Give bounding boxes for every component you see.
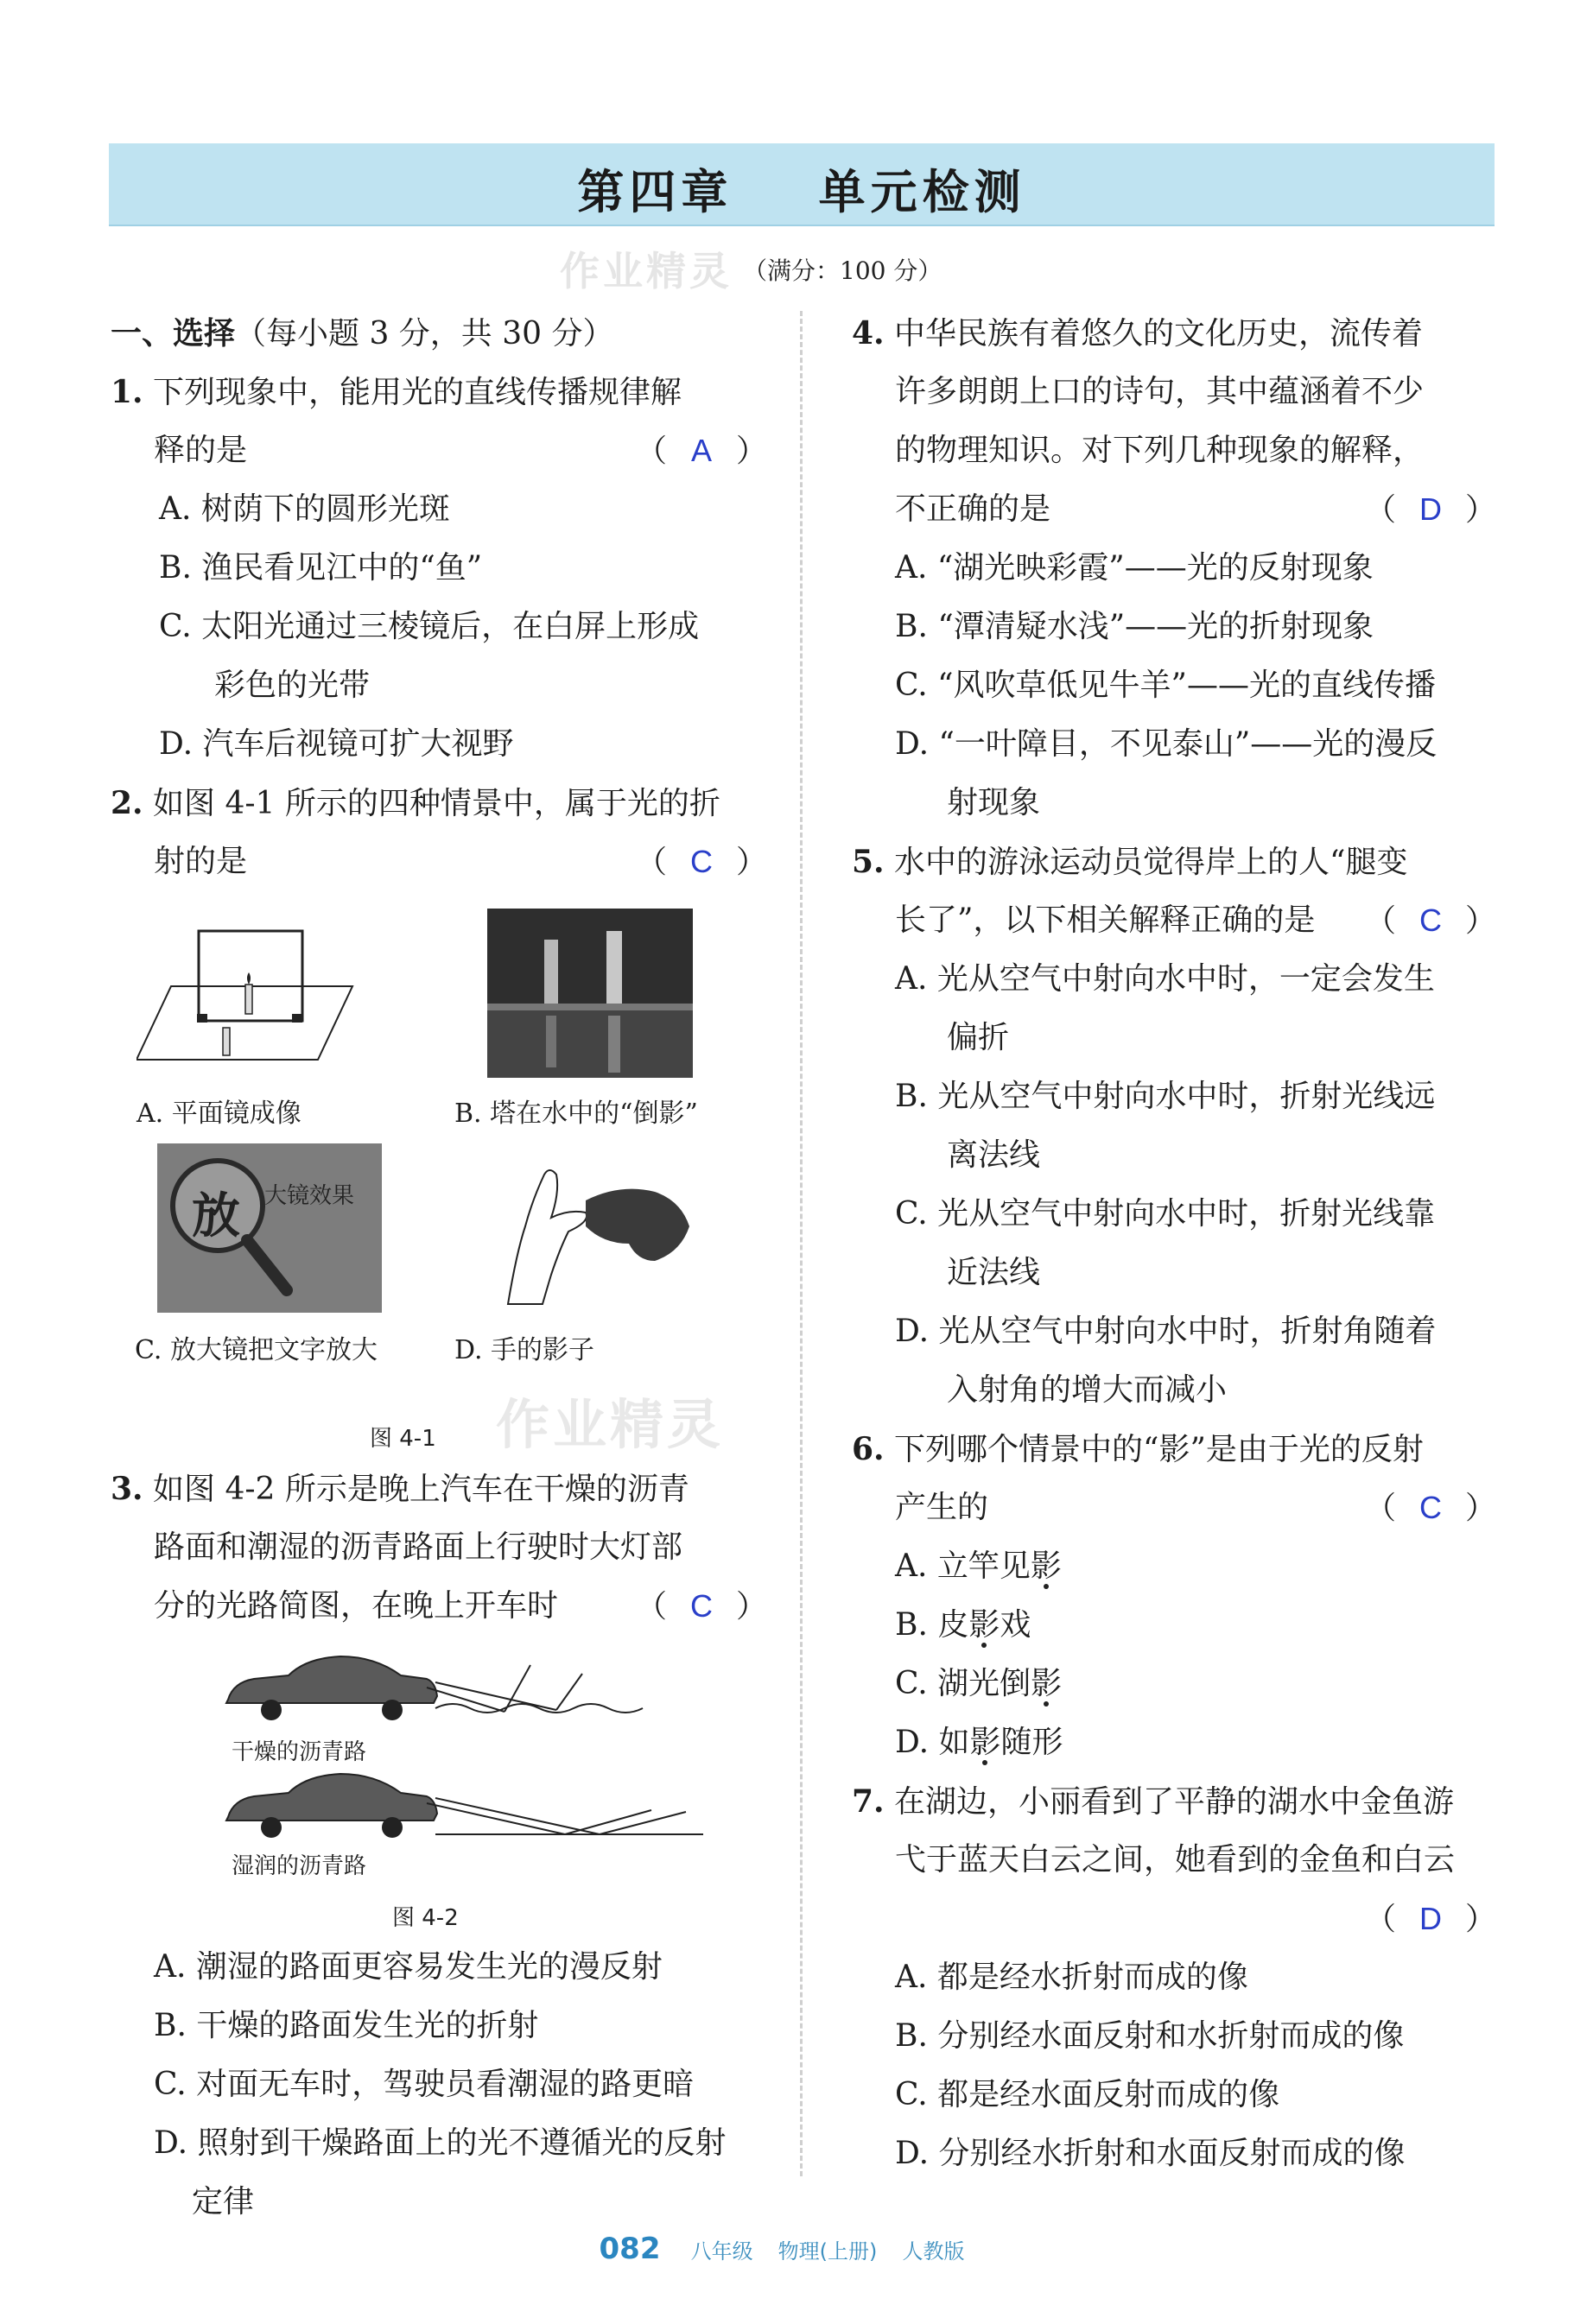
q5-option-d: D. 光从空气中射向水中时，折射角随着	[895, 1314, 1437, 1349]
q5-option-a-cont: 偏折	[947, 1020, 1010, 1055]
chapter-banner	[109, 143, 1495, 226]
road-dry-label: 干燥的沥青路	[232, 1739, 367, 1765]
page-footer	[0, 2232, 1574, 2266]
q6-option-d-pre: D. 如	[895, 1725, 970, 1760]
footer-subject: 物理(上册)	[777, 2239, 878, 2264]
q5-answer: （ C ）	[1365, 891, 1496, 951]
magnifier-icon	[157, 1143, 382, 1313]
q3-answer-letter: C	[689, 1588, 713, 1624]
page-title: 第四章 单元检测	[577, 165, 1026, 219]
car-dry-road-figure	[219, 1648, 720, 1734]
q6-option-b-post: 戏	[1000, 1607, 1031, 1643]
q5-option-a: A. 光从空气中射向水中时，一定会发生	[895, 961, 1435, 997]
q7-option-d: D. 分别经水折射和水面反射而成的像	[895, 2136, 1406, 2171]
plane-mirror-figure	[136, 917, 361, 1064]
q1-number: 1.	[111, 374, 143, 410]
figure-4-1-label: 图 4-1	[370, 1426, 436, 1452]
q2-text2: 射的是	[154, 844, 248, 879]
q6-option-b-dot: 影	[968, 1607, 1000, 1643]
magnifier-text: 大镜效果	[264, 1183, 355, 1209]
q3-text1: 如图 4-2 所示是晚上汽车在干燥的沥青	[153, 1472, 689, 1507]
q7-answer-line	[852, 1890, 1496, 1948]
q6-option-a-pre: A. 立竿见	[895, 1548, 1031, 1584]
q4-line1	[852, 304, 1496, 363]
q5-option-c: C. 光从空气中射向水中时，折射光线靠	[895, 1196, 1436, 1232]
q3-option-b: B. 干燥的路面发生光的折射	[154, 2008, 539, 2043]
hand-shadow-figure	[482, 1149, 698, 1313]
q6-option-c-pre: C. 湖光倒	[895, 1666, 1031, 1701]
q7-line2: 弋于蓝天白云之间，她看到的金鱼和白云	[895, 1842, 1456, 1878]
q1-answer-letter: A	[690, 433, 712, 468]
q6-number: 6.	[852, 1431, 885, 1467]
q4-number: 4.	[852, 315, 885, 351]
q6-text2: 产生的	[895, 1490, 989, 1525]
q6-option-b	[852, 1596, 1496, 1655]
magnifier-photo	[157, 1143, 382, 1313]
q6-option-d-dot: 影	[969, 1725, 1001, 1760]
q3-option-a: A. 潮湿的路面更容易发生光的漫反射	[154, 1949, 663, 1985]
fig-c-caption: C. 放大镜把文字放大	[135, 1335, 378, 1365]
q5-option-c-cont: 近法线	[947, 1255, 1041, 1290]
page-number: 082	[599, 2232, 661, 2266]
q5-option-b-cont: 离法线	[947, 1137, 1041, 1173]
q7-number: 7.	[852, 1783, 885, 1820]
q4-line4	[852, 480, 1496, 539]
footer-edition: 人教版	[902, 2239, 965, 2264]
watermark-top: 作业精灵	[560, 248, 733, 294]
q3-number: 3.	[111, 1471, 143, 1507]
q6-option-a	[852, 1537, 1496, 1596]
q6-option-b-pre: B. 皮	[895, 1607, 969, 1643]
q6-option-d-post: 随形	[1000, 1725, 1063, 1760]
pagoda-reflection-photo	[487, 909, 693, 1078]
q6-answer: （ C ）	[1365, 1479, 1496, 1538]
q7-text1: 在湖边，小丽看到了平静的湖水中金鱼游	[894, 1784, 1455, 1820]
q4-text1: 中华民族有着悠久的文化历史，流传着	[894, 316, 1424, 351]
q4-line2: 许多朗朗上口的诗句，其中蕴涵着不少	[895, 374, 1425, 409]
magnifier-char: 放	[192, 1188, 240, 1244]
q4-text4: 不正确的是	[895, 491, 1051, 527]
q1-option-d: D. 汽车后视镜可扩大视野	[159, 726, 514, 762]
footer-grade: 八年级	[690, 2239, 753, 2264]
q6-answer-letter: C	[1419, 1490, 1442, 1525]
q1-answer: （ A ）	[636, 421, 767, 481]
q5-answer-letter: C	[1419, 902, 1442, 938]
q4-option-b: B. “潭清疑水浅”——光的折射现象	[895, 609, 1374, 644]
q4-option-d: D. “一叶障目，不见泰山”——光的漫反	[895, 726, 1438, 762]
pagoda-icon	[487, 909, 693, 1078]
q7-option-c: C. 都是经水面反射而成的像	[895, 2077, 1280, 2112]
section-subtitle: （每小题 3 分，共 30 分）	[235, 316, 614, 351]
q1-option-c-cont: 彩色的光带	[214, 668, 371, 703]
q2-answer: （ C ）	[636, 833, 767, 892]
q3-option-c: C. 对面无车时，驾驶员看潮湿的路更暗	[154, 2067, 695, 2102]
watermark-middle: 作业精灵	[496, 1393, 725, 1456]
q6-option-d	[852, 1713, 1496, 1772]
q4-option-a: A. “湖光映彩霞”——光的反射现象	[895, 550, 1374, 586]
q3-text3: 分的光路简图，在晚上开车时	[154, 1588, 559, 1624]
q5-text1: 水中的游泳运动员觉得岸上的人“腿变	[894, 845, 1408, 880]
q6-option-c	[852, 1655, 1496, 1713]
q1-line1	[111, 363, 767, 421]
car-wet-road-figure	[219, 1765, 720, 1852]
q5-line1	[852, 833, 1496, 891]
q3-line3	[111, 1577, 767, 1636]
q1-option-b: B. 渔民看见江中的“鱼”	[159, 550, 483, 586]
q1-text1: 下列现象中，能用光的直线传播规律解	[153, 375, 682, 410]
q7-line1	[852, 1772, 1496, 1831]
q6-option-a-dot: 影	[1030, 1548, 1062, 1584]
q1-line2	[111, 421, 767, 480]
q6-text1: 下列哪个情景中的“影”是由于光的反射	[894, 1432, 1424, 1467]
q3-answer: （ C ）	[636, 1577, 767, 1637]
figure-4-2-label: 图 4-2	[392, 1905, 459, 1931]
q5-option-d-cont: 入射角的增大而减小	[947, 1372, 1228, 1408]
q1-text2: 释的是	[154, 433, 248, 468]
q4-answer-letter: D	[1419, 491, 1442, 527]
q1-option-c: C. 太阳光通过三棱镜后，在白屏上形成	[159, 609, 700, 644]
q4-option-c: C. “风吹草低见牛羊”——光的直线传播	[895, 668, 1436, 703]
q6-line1	[852, 1420, 1496, 1479]
q7-option-b: B. 分别经水面反射和水折射而成的像	[895, 2018, 1405, 2054]
fig-d-caption: D. 手的影子	[454, 1335, 595, 1365]
q5-number: 5.	[852, 844, 885, 880]
q2-number: 2.	[111, 785, 143, 821]
column-divider	[800, 311, 803, 2176]
figure-4-2	[111, 1648, 767, 1898]
right-column	[852, 304, 1496, 2183]
q3-line2: 路面和潮湿的沥青路面上行驶时大灯部	[154, 1529, 683, 1565]
q7-option-a: A. 都是经水折射而成的像	[895, 1960, 1248, 1995]
q7-answer: （ D ）	[1365, 1890, 1496, 1949]
left-column	[111, 304, 767, 2232]
q3-option-d-cont: 定律	[192, 2184, 255, 2220]
fig-b-caption: B. 塔在水中的“倒影”	[454, 1099, 698, 1129]
q1-option-a: A. 树荫下的圆形光斑	[159, 491, 450, 527]
road-wet-label: 湿润的沥青路	[232, 1853, 367, 1879]
q6-option-c-dot: 影	[1031, 1666, 1063, 1701]
q4-line3: 的物理知识。对下列几种现象的解释，	[895, 433, 1425, 468]
q2-line1	[111, 774, 767, 833]
section-title	[111, 304, 767, 363]
q3-option-d: D. 照射到干燥路面上的光不遵循光的反射	[154, 2125, 727, 2161]
q4-option-d-cont: 射现象	[947, 785, 1041, 820]
q3-line1	[111, 1460, 767, 1518]
section-title-main: 一、选择	[111, 315, 236, 351]
fig-a-caption: A. 平面镜成像	[136, 1099, 301, 1129]
q2-line2	[111, 833, 767, 891]
q5-text2: 长了”，以下相关解释正确的是	[895, 902, 1316, 938]
q2-answer-letter: C	[689, 844, 713, 879]
score-note: （满分：100 分）	[743, 256, 942, 285]
q5-option-b: B. 光从空气中射向水中时，折射光线远	[895, 1079, 1436, 1114]
figure-4-1	[111, 909, 767, 1418]
q2-text1: 如图 4-1 所示的四种情景中，属于光的折	[153, 786, 720, 821]
q6-line2	[852, 1479, 1496, 1537]
q4-answer: （ D ）	[1365, 480, 1496, 540]
q5-line2	[852, 891, 1496, 950]
q7-answer-letter: D	[1419, 1901, 1442, 1936]
